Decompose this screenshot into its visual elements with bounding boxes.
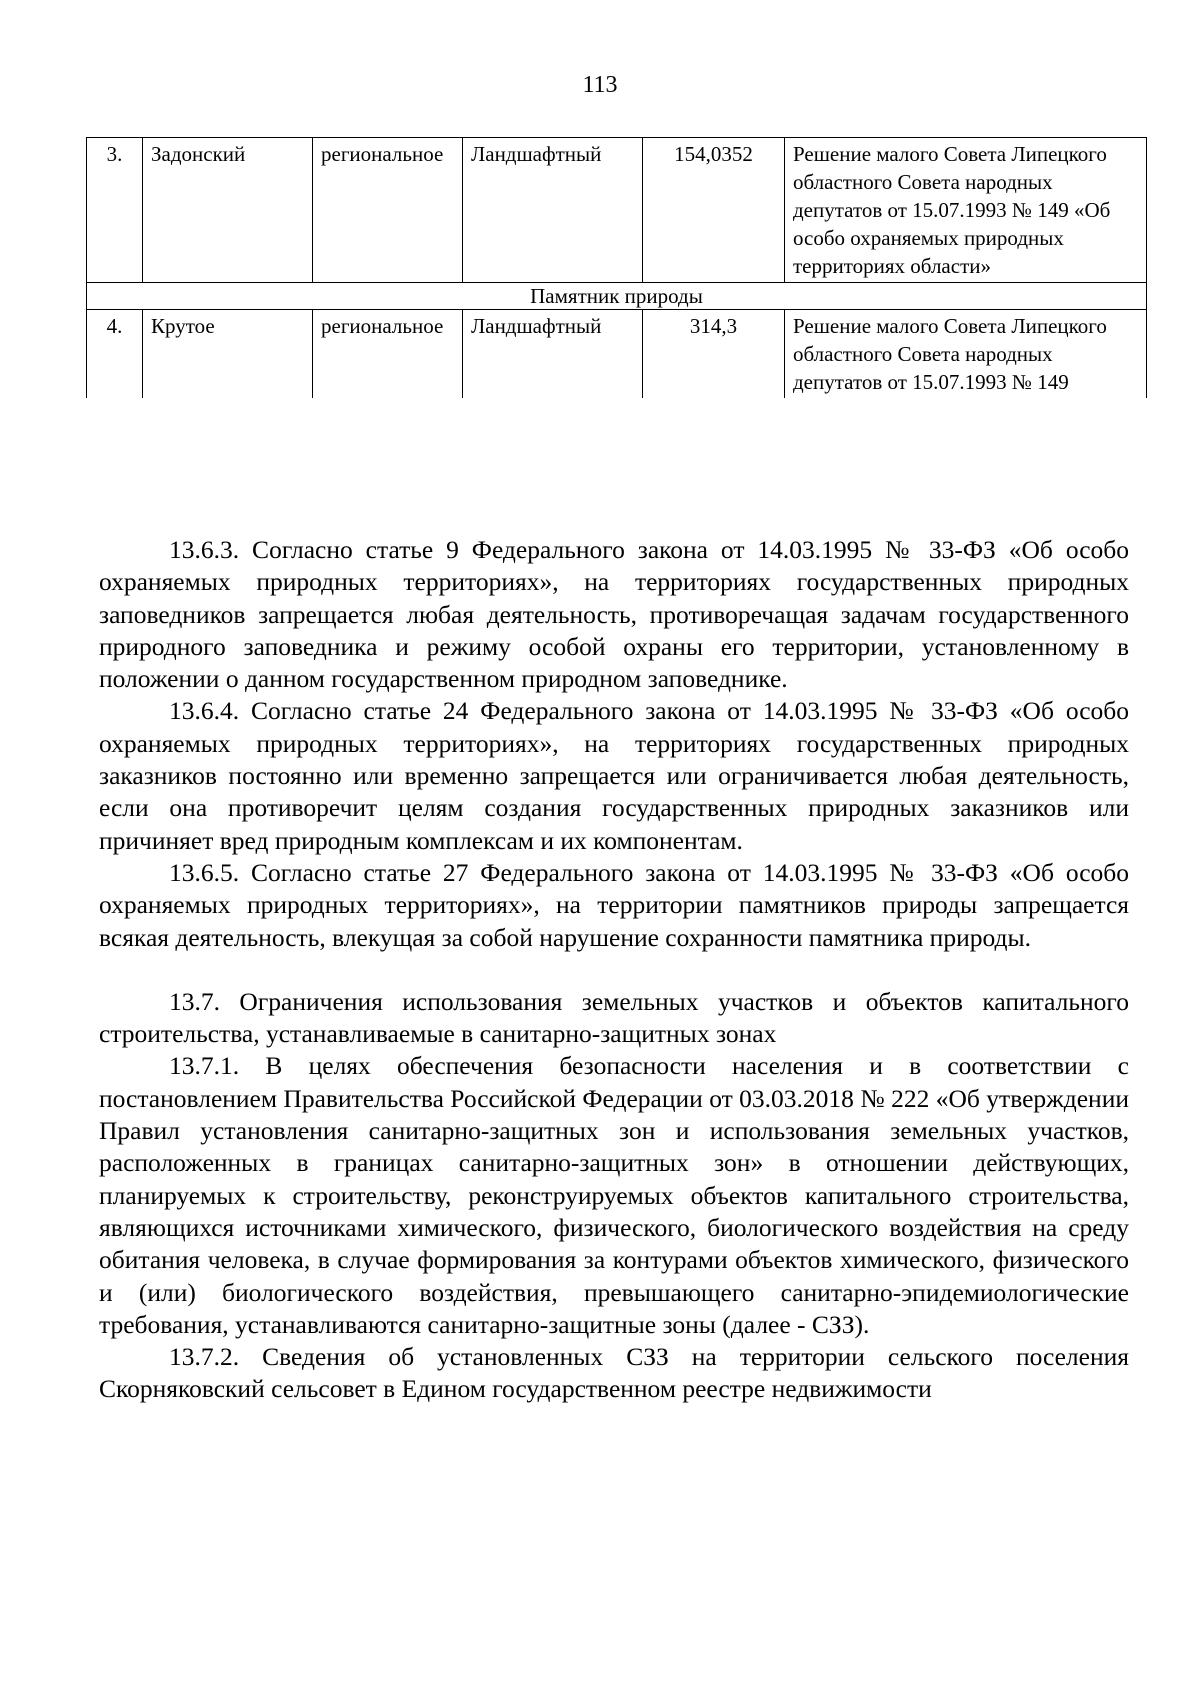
row-number: 3. [87,138,143,283]
area-significance: региональное [313,138,463,283]
area-size: 314,3 [643,310,785,399]
page-number: 113 [582,72,618,98]
area-profile: Ландшафтный [463,310,643,399]
paragraph-13-6-5: 13.6.5. Согласно статье 27 Федерального закона от 14.03.1995 № 33-ФЗ «Об особо охраняемых природных территориях», на территории памятников природы запрещается всякая деятельность, влекущая за собой нарушение сохранности памятника природы. [99,857,1129,952]
section-heading: Памятник природы [87,283,1147,310]
area-name: Крутое [143,310,313,399]
legal-document: Решение малого Совета Липецкого областного Совета народных депутатов от 15.07.1993 № 149 [785,310,1147,399]
table-row [87,138,1147,283]
section-heading-13-7: 13.7. Ограничения использования земельных участков и объектов капитального строительства, устанавливаемые в санитарно-защитных зонах [99,986,1129,1049]
legal-document: Решение малого Совета Липецкого областного Совета народных депутатов от 15.07.1993 № 149 «Об особо охраняемых природных территориях области» [785,138,1147,283]
row-number: 4. [87,310,143,399]
area-profile: Ландшафтный [463,138,643,283]
area-size: 154,0352 [643,138,785,283]
section-row [87,283,1147,310]
protected-areas-table [86,137,1147,398]
paragraph-13-6-4: 13.6.4. Согласно статье 24 Федерального закона от 14.03.1995 № 33-ФЗ «Об особо охраняемых природных территориях», на территориях государственных природных заказников постоянно или временно запрещается или ограничивается любая деятельность, если она противоречит целям создания государственных природных заказников или причиняет вред природным комплексам и их компонентам. [99,696,1129,855]
paragraph-13-7-2: 13.7.2. Сведения об установленных СЗЗ на территории сельского поселения Скорняковский сельсовет в Едином государственном реестре недвижимости [99,1342,1129,1404]
area-significance: региональное [313,310,463,399]
paragraph-13-7-1: 13.7.1. В целях обеспечения безопасности населения и в соответствии с постановлением Правительства Российской Федерации от 03.03.2018 № 222 «Об утверждении Правил установления санитарно-защитных зон и использования земельных участков, расположенных в границах санитарно-защитных зон» в отношении действующих, планируемых к строительству, реконструируемых объектов капитального строительства, являющихся источниками химического, физического, биологического воздействия на среду обитания человека, в случае формирования за контурами объектов химического, физического и (или) биологического воздействия, превышающего санитарно-эпидемиологические требования, устанавливаются санитарно-защитные зоны (далее - СЗЗ). [99,1051,1129,1339]
body-text [99,534,1129,1406]
area-name: Задонский [143,138,313,283]
paragraph-13-6-3: 13.6.3. Согласно статье 9 Федерального закона от 14.03.1995 № 33-ФЗ «Об особо охраняемых природных территориях», на территориях государственных природных заповедников запрещается любая деятельность, противоречащая задачам государственного природного заповедника и режиму особой охраны его территории, установленному в положении о данном государственном природном заповеднике. [99,535,1129,694]
table-row [87,310,1147,399]
